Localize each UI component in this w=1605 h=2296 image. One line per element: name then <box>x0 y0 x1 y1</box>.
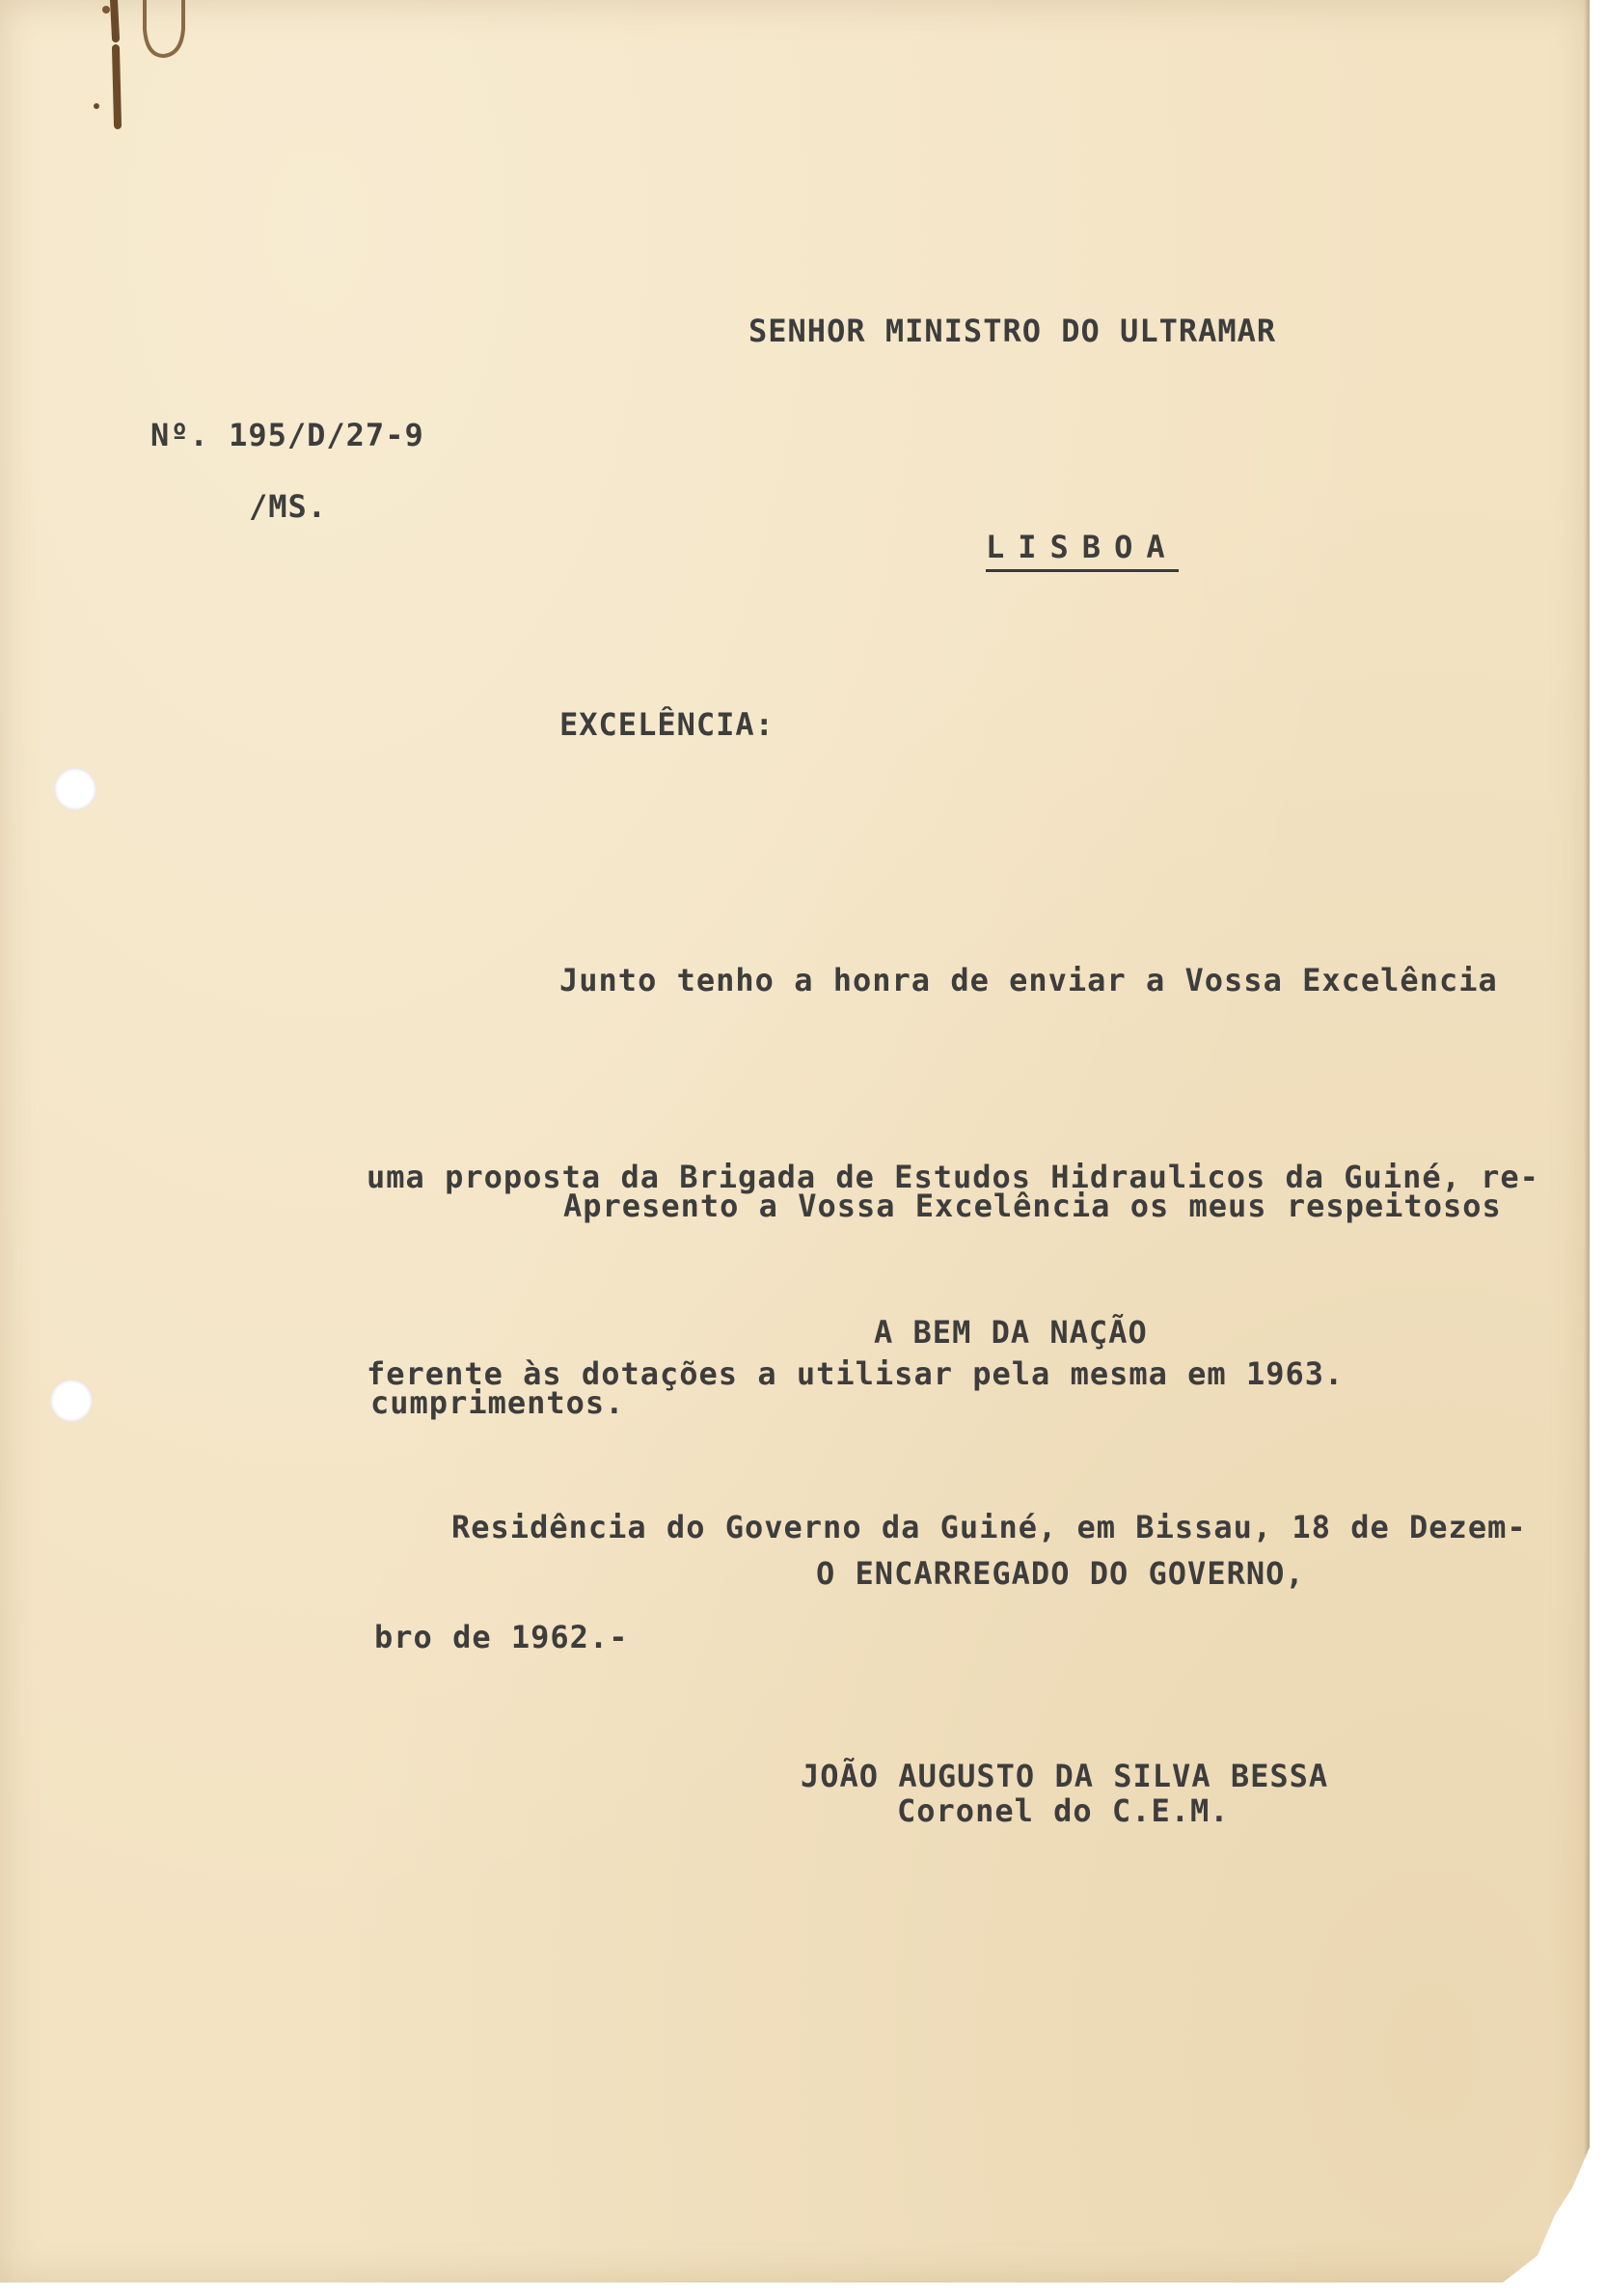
reference-suffix: /MS. <box>249 488 328 525</box>
place-date-line-2: bro de 1962.- <box>374 1619 629 1655</box>
paragraph-1-line-3: ferente às dotações a utilisar pela mesma em 1963. <box>367 1355 1345 1392</box>
punch-hole-bottom <box>50 1380 93 1422</box>
signatory-title: O ENCARREGADO DO GOVERNO, <box>816 1555 1305 1592</box>
punch-hole-top <box>54 768 96 810</box>
staple-mark-icon <box>87 0 203 145</box>
signatory-name: JOÃO AUGUSTO DA SILVA BESSA <box>801 1758 1329 1794</box>
salutation: EXCELÊNCIA: <box>559 706 775 743</box>
addressee: SENHOR MINISTRO DO ULTRAMAR <box>748 313 1277 349</box>
paragraph-1-line-2: uma proposta da Brigada de Estudos Hidraulicos da Guiné, re- <box>367 1159 1539 1195</box>
closing-motto: A BEM DA NAÇÃO <box>874 1314 1148 1351</box>
city <box>986 529 1179 565</box>
reference-number: Nº. 195/D/27-9 <box>150 417 424 453</box>
city-text: LISBOA <box>986 529 1179 572</box>
paragraph-1-line-1: Junto tenho a honra de enviar a Vossa Excelência <box>559 962 1498 998</box>
place-date-line-1: Residência do Governo da Guiné, em Bissau, 18 de Dezem- <box>451 1509 1527 1545</box>
paragraph-2-line-2: cumprimentos. <box>370 1384 625 1421</box>
torn-corner <box>1503 2147 1590 2282</box>
signatory-rank: Coronel do C.E.M. <box>897 1792 1230 1829</box>
paragraph-2-line-1: Apresento a Vossa Excelência os meus respeitosos <box>563 1188 1502 1224</box>
paper-edge <box>1584 0 1590 2282</box>
